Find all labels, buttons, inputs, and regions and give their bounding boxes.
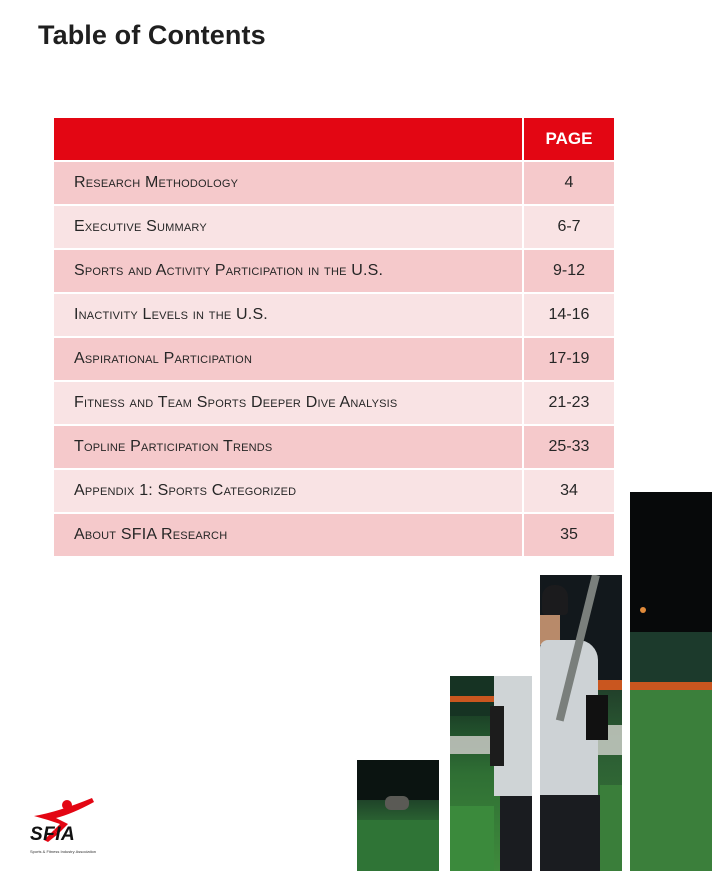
toc-row[interactable] — [54, 204, 614, 248]
photo-strip-2 — [450, 676, 532, 871]
toc-entry-page: 17-19 — [524, 336, 614, 380]
toc-table — [54, 118, 614, 556]
toc-entry-title[interactable]: Executive Summary — [54, 204, 524, 248]
toc-row[interactable] — [54, 512, 614, 556]
toc-entry-title[interactable]: Inactivity Levels in the U.S. — [54, 292, 524, 336]
toc-header-title — [54, 118, 524, 160]
toc-header-page: PAGE — [524, 118, 614, 160]
toc-row[interactable] — [54, 336, 614, 380]
sfia-logo — [28, 796, 100, 858]
toc-entry-title[interactable]: Appendix 1: Sports Categorized — [54, 468, 524, 512]
toc-entry-title[interactable]: About SFIA Research — [54, 512, 524, 556]
toc-row[interactable] — [54, 248, 614, 292]
toc-entry-title[interactable]: Research Methodology — [54, 160, 524, 204]
toc-entry-page: 34 — [524, 468, 614, 512]
photo-strip-4 — [630, 492, 712, 871]
toc-row[interactable] — [54, 292, 614, 336]
toc-entry-title[interactable]: Sports and Activity Participation in the U.S. — [54, 248, 524, 292]
toc-row[interactable] — [54, 468, 614, 512]
toc-entry-page: 14-16 — [524, 292, 614, 336]
toc-entry-title[interactable]: Topline Participation Trends — [54, 424, 524, 468]
toc-entry-page: 25-33 — [524, 424, 614, 468]
toc-entry-title[interactable]: Fitness and Team Sports Deeper Dive Analysis — [54, 380, 524, 424]
toc-row[interactable] — [54, 424, 614, 468]
toc-entry-page: 35 — [524, 512, 614, 556]
toc-header-row — [54, 118, 614, 160]
photo-strip-1 — [357, 760, 439, 871]
page-title: Table of Contents — [38, 20, 266, 50]
logo-tagline: Sports & Fitness Industry Association — [30, 849, 97, 854]
toc-entry-title[interactable]: Aspirational Participation — [54, 336, 524, 380]
toc-entry-page: 21-23 — [524, 380, 614, 424]
toc-row[interactable] — [54, 380, 614, 424]
logo-text: SFIA — [30, 824, 76, 845]
photo-strip-3 — [540, 575, 622, 871]
toc-entry-page: 6-7 — [524, 204, 614, 248]
toc-entry-page: 9-12 — [524, 248, 614, 292]
toc-row[interactable] — [54, 160, 614, 204]
toc-entry-page: 4 — [524, 160, 614, 204]
